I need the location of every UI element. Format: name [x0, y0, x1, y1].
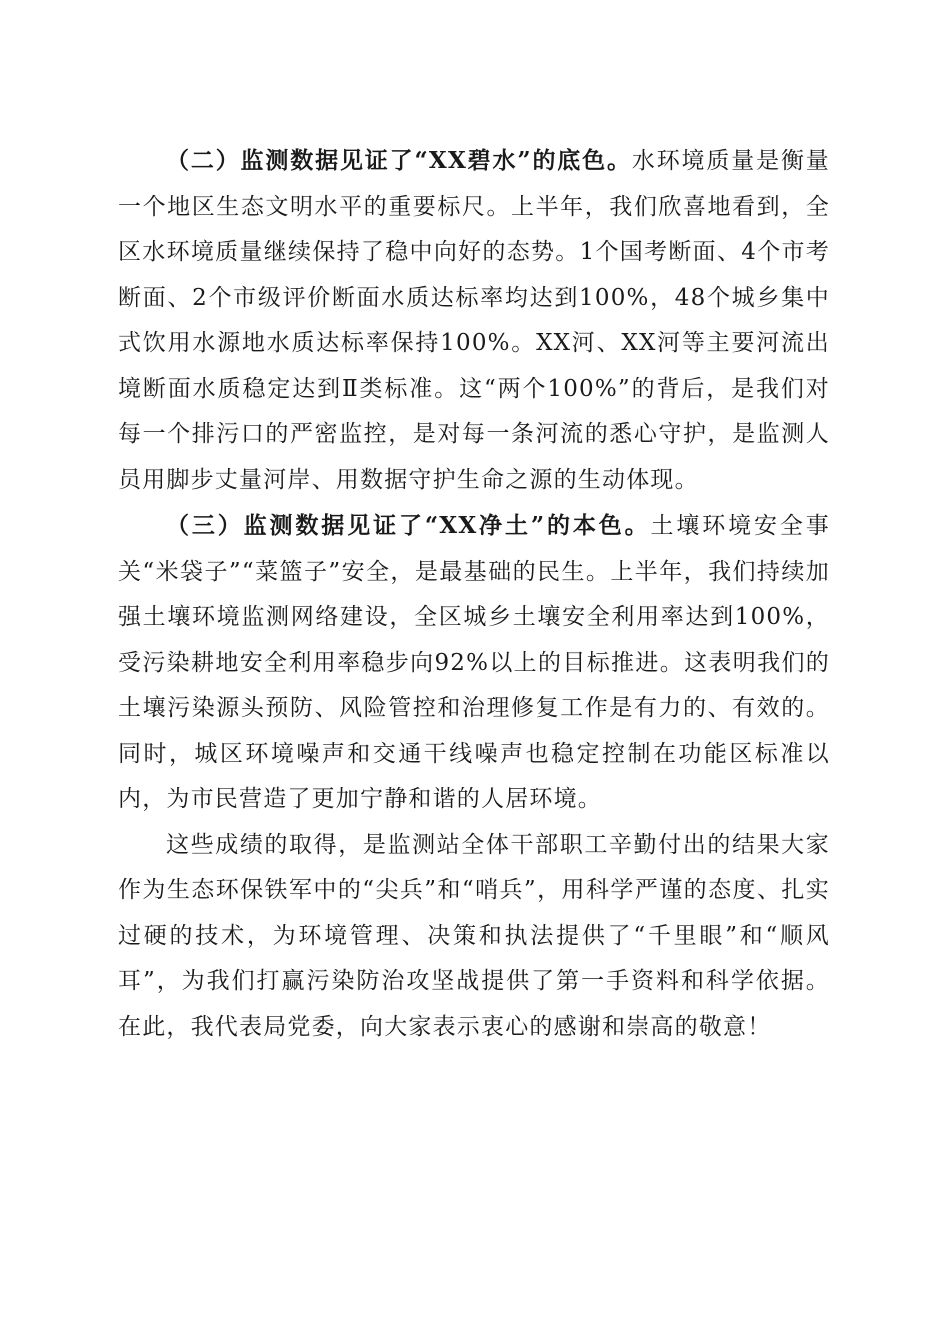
paragraph-heading: （三）监测数据见证了“XX净土”的本色。 [166, 512, 651, 539]
paragraph-text: 土壤环境安全事关“米袋子”“菜篮子”安全，是最基础的民生。上半年，我们持续加强土壤环境监测网络建设，全区城乡土壤安全利用率达到100%，受污染耕地安全利用率稳步向92%以上的目标推进。这表明我们的土壤污染源头预防、风险管控和治理修复工作是有力的、有效的。同时，城区环境噪声和交通干线噪声也稳定控制在功能区标准以内，为市民营造了更加宁静和谐的人居环境。 [118, 513, 830, 812]
paragraph-heading: （二）监测数据见证了“XX碧水”的底色。 [166, 147, 632, 174]
paragraph-text: 这些成绩的取得，是监测站全体干部职工辛勤付出的结果大家作为生态环保铁军中的“尖兵”和“哨兵”，用科学严谨的态度、扎实过硬的技术，为环境管理、决策和执法提供了“千里眼”和“顺风耳”，为我们打赢污染防治攻坚战提供了第一手资料和科学依据。在此，我代表局党委，向大家表示衷心的感谢和崇高的敬意！ [118, 831, 830, 1040]
paragraph-water-quality [118, 138, 830, 503]
paragraph-soil-quality [118, 503, 830, 823]
paragraph-acknowledgement [118, 823, 830, 1051]
paragraph-text: 水环境质量是衡量一个地区生态文明水平的重要标尺。上半年，我们欣喜地看到，全区水环境质量继续保持了稳中向好的态势。1个国考断面、4个市考断面、2个市级评价断面水质达标率均达到100%，48个城乡集中式饮用水源地水质达标率保持100%。XX河、XX河等主要河流出境断面水质稳定达到Ⅱ类标准。这“两个100%”的背后，是我们对每一个排污口的严密监控，是对每一条河流的悉心守护，是监测人员用脚步丈量河岸、用数据守护生命之源的生动体现。 [118, 148, 830, 493]
document-body [118, 138, 830, 1050]
